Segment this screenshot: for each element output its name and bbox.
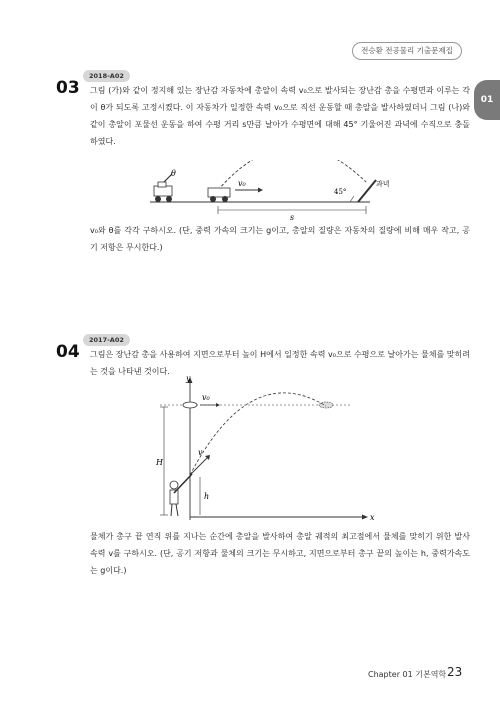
v-label: v bbox=[198, 448, 203, 457]
object-start bbox=[183, 402, 197, 408]
header-tag: 전승환 전공물리 기출문제집 bbox=[352, 42, 462, 60]
v0-label: v₀ bbox=[238, 179, 246, 188]
q03-paragraph-2: v₀와 θ를 각각 구하시오. (단, 중력 가속의 크기는 g이고, 총알의 질량은 자동차의 질량에 비해 매우 작고, 공기 저항은 무시한다.) bbox=[90, 226, 470, 252]
q04-number: 04 bbox=[56, 342, 80, 362]
y-axis-label: y bbox=[186, 375, 191, 383]
q03-paragraph-1: 그림 (가)와 같이 정지해 있는 장난감 자동차에 총알이 속력 v₀으로 발사되는 장난감 총을 수평면과 이루는 각이 θ가 되도록 고정시켰다. 이 자동차가 일정한 속력 v₀으로 직선 운동할 때 총알을 발사하였더니 그림 (나)와 같이 총알이 포물선 운동을 하여 수평 거리 s만큼 날아가 수평면에 대해 45° 기울어진 과녁에 수직으로 충돌하였다. bbox=[90, 86, 470, 146]
velocity-arrow bbox=[190, 457, 208, 475]
object-hit-point bbox=[319, 402, 333, 408]
q04-year-badge: 2017-A02 bbox=[83, 334, 130, 346]
theta-label: θ bbox=[171, 169, 176, 178]
target-label: 과녁 bbox=[376, 180, 390, 188]
toy-car-moving bbox=[208, 188, 230, 202]
q03-year-badge: 2018-A02 bbox=[83, 70, 130, 82]
x-axis-label: x bbox=[370, 513, 375, 522]
h-label: h bbox=[204, 492, 210, 501]
q03-number: 03 bbox=[56, 78, 80, 98]
s-label: s bbox=[290, 213, 295, 222]
v0-label: v₀ bbox=[202, 393, 210, 402]
q04-figure bbox=[150, 375, 380, 525]
toy-car-stationary bbox=[154, 174, 172, 202]
footer-chapter: Chapter 01 기본역학 bbox=[368, 670, 447, 679]
H-label: H bbox=[156, 458, 163, 467]
target-board bbox=[358, 180, 376, 202]
angle-label: 45° bbox=[334, 188, 347, 196]
q04-paragraph-2: 물체가 총구 끝 연직 위를 지나는 순간에 총알을 발사하여 총알 궤적의 최고점에서 물체를 맞히기 위한 발사 속력 v를 구하시오. (단, 공기 저항과 물체의 크기는 무시하고, 지면으로부터 총구 끝의 높이는 h, 중력가속도는 g이다.) bbox=[90, 532, 470, 575]
q04-paragraph-1: 그림은 장난감 총을 사용하여 지면으로부터 높이 H에서 일정한 속력 v₀으로 수평으로 날아가는 물체를 맞히려는 것을 나타낸 것이다. bbox=[90, 350, 470, 376]
q03-figure bbox=[140, 160, 400, 226]
shooter-figure bbox=[170, 474, 192, 516]
chapter-side-tab[interactable]: 01 bbox=[474, 80, 500, 120]
page-number: 23 bbox=[447, 665, 463, 679]
